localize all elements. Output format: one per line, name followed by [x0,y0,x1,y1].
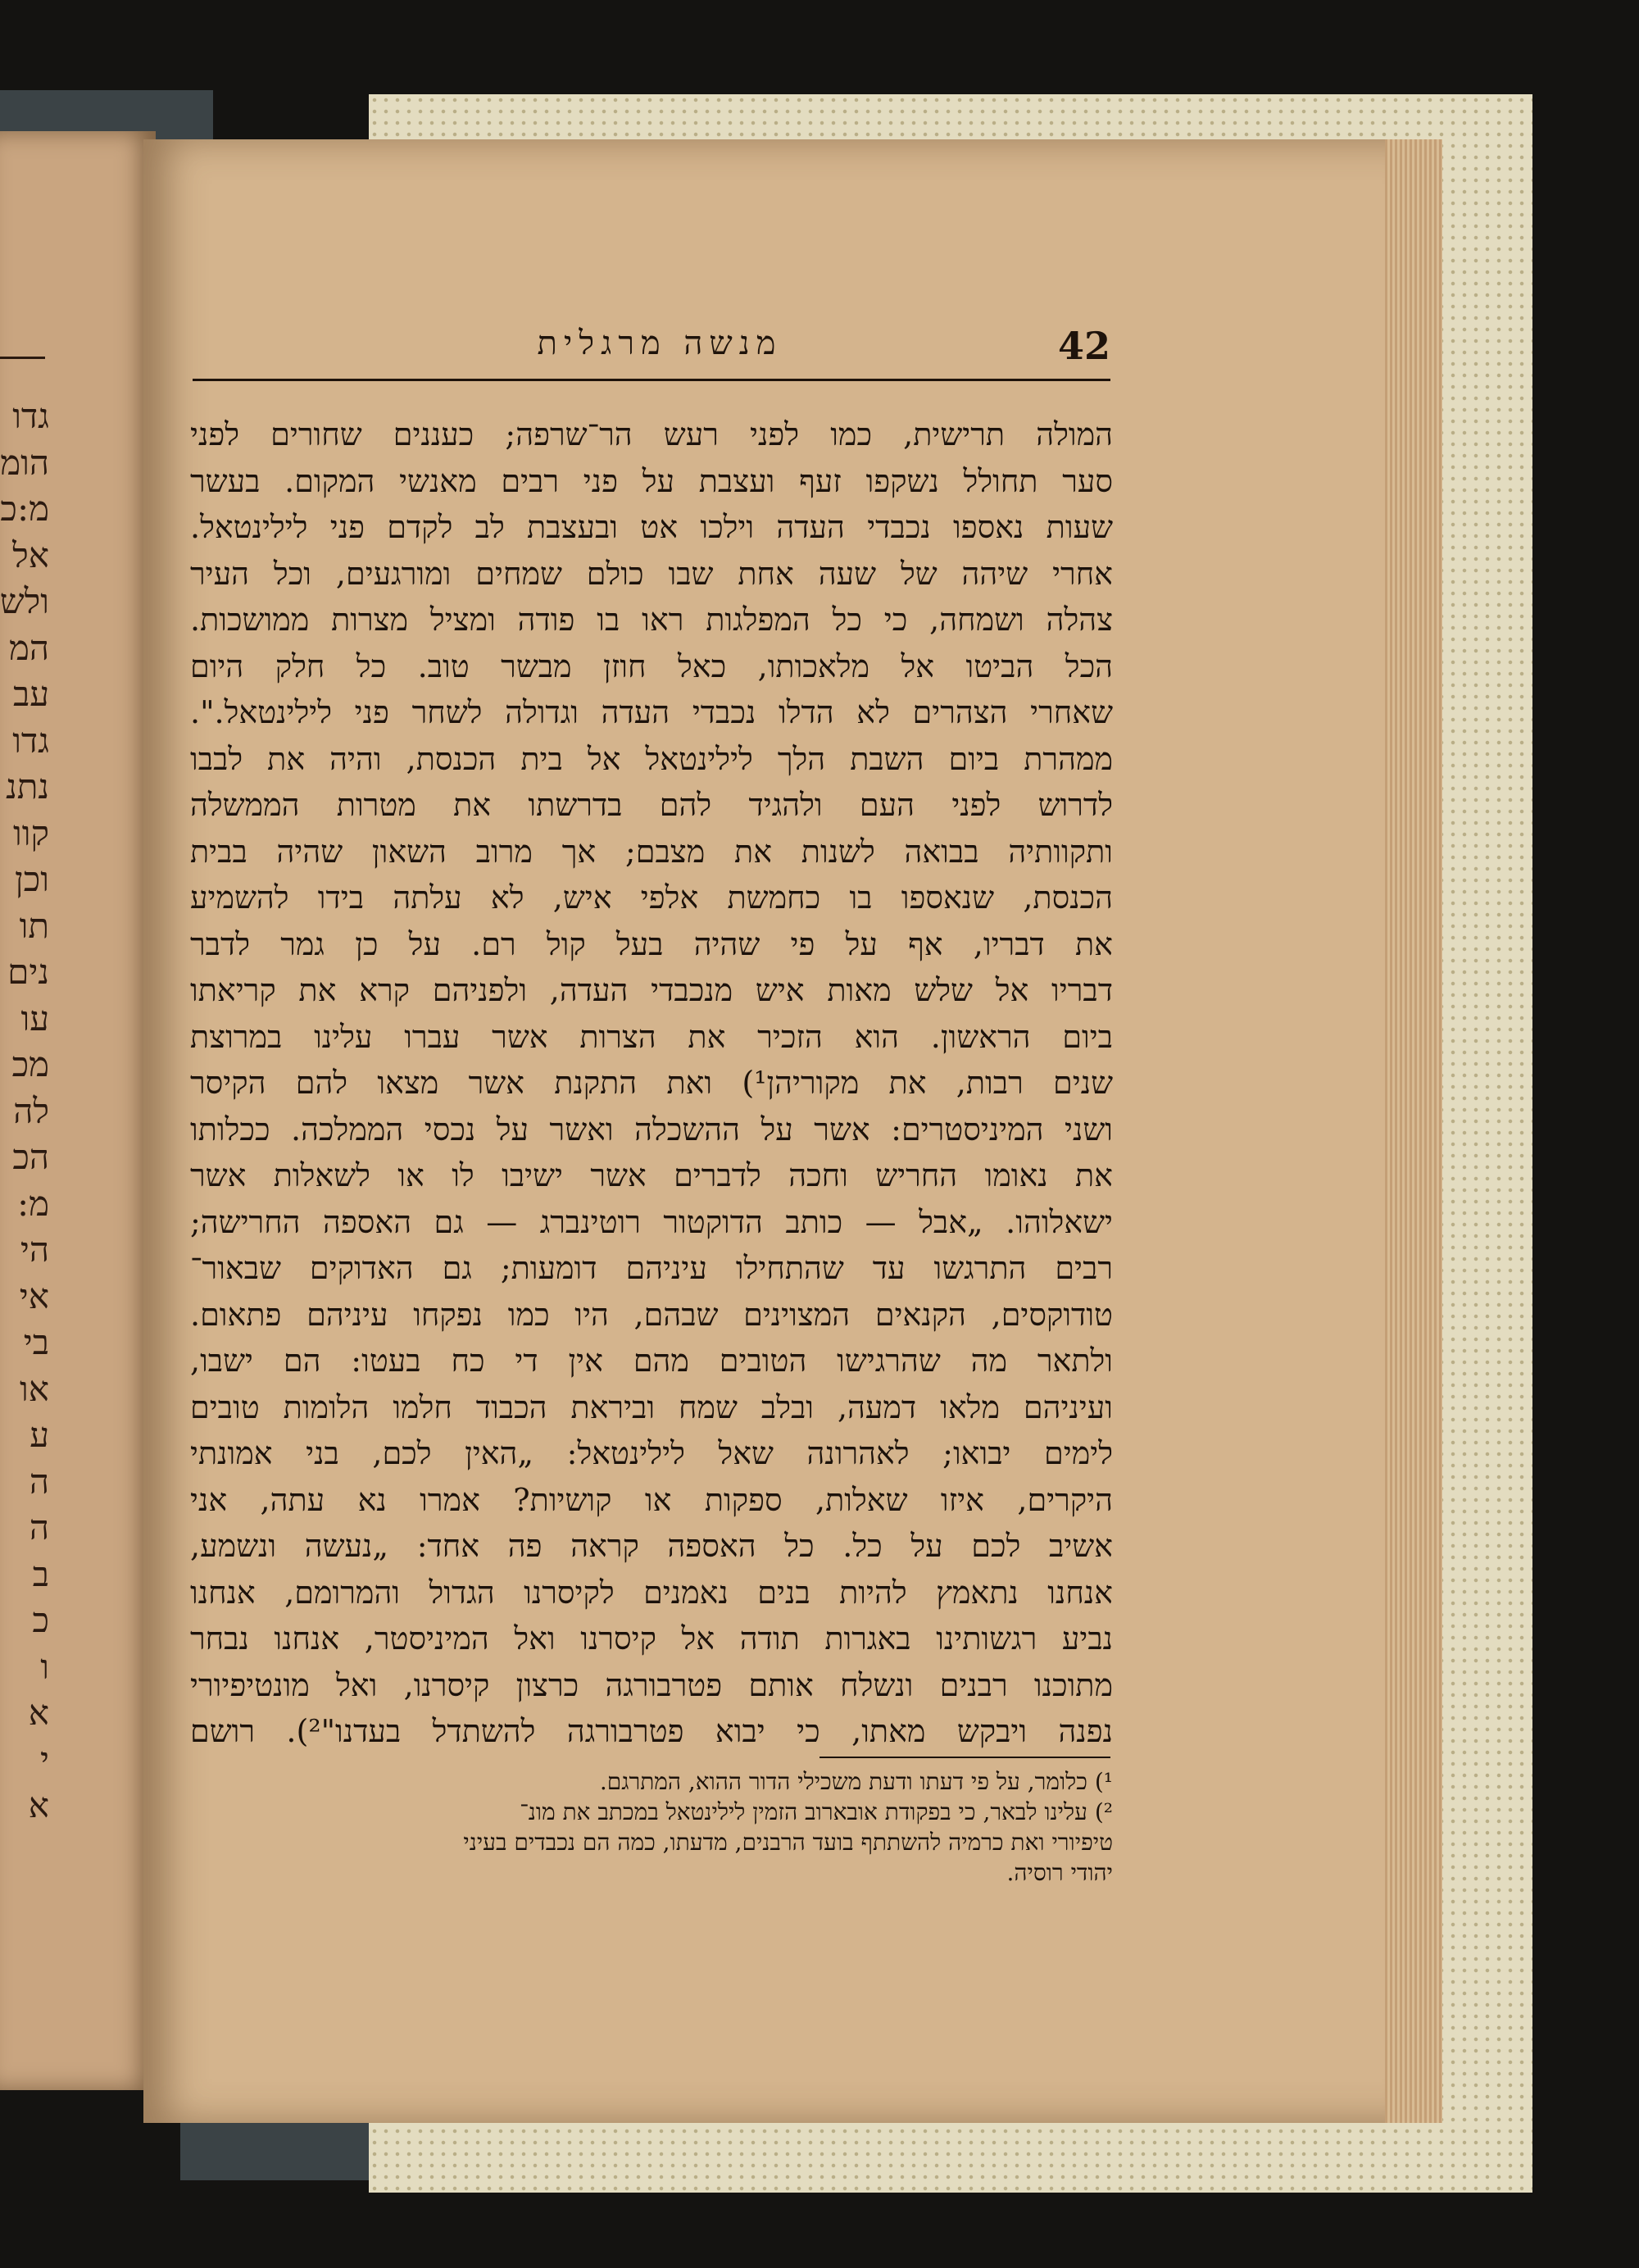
body-line: ותקוותיה בבואה לשנות את מצבם; אך מרוב השאון שהיה בבית [190,833,1113,870]
body-line: שעות נאספו נכבדי העדה וילכו אט ובעצבת לב לקדם פני לילינטאל. [190,509,1113,545]
body-line: סער תחולל נשקפו זעף ועצבת על פני רבים מאנשי המקום. בעשר [190,462,1113,499]
left-page-text-fragments [0,393,49,1829]
body-line: שאחרי הצהרים לא הדלו נכבדי העדה וגדולה לשחר פני לילינטאל.". [190,694,1113,730]
left-page-fragment: מ:כ [0,489,49,529]
body-line: נפנה ויבקש מאתו, כי יבוא פטרבורגה להשתדל בעדנו"²). רושם [190,1713,1113,1749]
body-line: הכל הביטו אל מלאכותו, כאל חוזן מבשר טוב. כל חלק היום [190,648,1113,684]
left-page-fragment: ע [30,1415,49,1455]
left-page-fragment: אי [19,1275,49,1316]
left-page-fragment: הכ [12,1137,49,1177]
left-page-fragment: א [28,1785,49,1825]
body-line: ביום הראשון. הוא הזכיר את הצרות אשר עברו עלינו במרוצת [190,1018,1113,1055]
page-header [193,324,1110,381]
body-line: ועיניהם מלאו דמעה, ובלב שמח וביראת הכבוד חלמו הלומות טובים [190,1389,1113,1425]
body-line: ושני המיניסטרים: אשר על ההשכלה ואשר על נכסי הממלכה. ככלותו [190,1111,1113,1148]
left-page-fragment: מ: [16,1183,49,1224]
body-line: היקרים, איזו שאלות, ספקות או קושיות? אמרו נא עתה, אני [190,1481,1113,1518]
left-page-fragment: נתנ [6,766,49,807]
left-page-fragment: אל [12,534,49,575]
left-page-fragment: מכ [11,1044,49,1084]
header-rule [193,379,1110,381]
left-page-fragment: וכן [15,859,49,899]
body-line: אחרי שיהה של שעה אחת שבו כולם שמחים ומורגעים, וכל העיר [190,555,1113,592]
footnote-line: יהודי רוסיה. [1006,1859,1113,1886]
body-line: צהלה ושמחה, כי כל המפלגות ראו בו פודה ומציל מצרות ממושכות. [190,602,1113,638]
running-title: מנשה מרגלית [537,325,783,362]
body-line: רבים התרגשו עד שהתחילו עיניהם דומעות; גם האדוקים שבאור־ [190,1250,1113,1286]
body-line: את דבריו, אף על פי שהיה בעל קול רם. על כן גמר לדבר [190,925,1113,962]
body-line: ישאלוהו. „אבל — כותב הדוקטור רוטינברג — גם האספה החרישה; [190,1203,1113,1240]
body-text [190,411,1113,1755]
body-line: נביע רגשותינו באגרות תודה אל קיסרנו ואל המיניסטר, אנחנו נבחר [190,1620,1113,1657]
left-page-fragment: הומ [0,442,49,483]
body-line: את נאומו החריש וחכה לדברים אשר ישיבו לו או לשאלות אשר [190,1157,1113,1193]
left-page-fragment: לה [13,1090,49,1131]
body-line: טודוקסים, הקנאים המצוינים שבהם, היו כמו נפקחו עיניהם פתאום. [190,1296,1113,1333]
footnote-line: ¹) כלומר, על פי דעתו ודעת משכילי הדור ההוא, המתרגם. [599,1768,1113,1795]
body-line: ולתאר מה שהרגישו הטובים מהם אין די כח בעטו: הם ישבו, [190,1343,1113,1379]
footnote-line: טיפיורי ואת כרמיה להשתתף בועד הרבנים, מדעתו, כמה הם נכבדים בעיני [463,1829,1113,1856]
body-line: דבריו אל שלש מאות איש מנכבדי העדה, ולפניהם קרא את קריאתו [190,972,1113,1008]
left-page-fragment: ה [29,1461,49,1502]
left-page-fragment: תו [19,905,49,946]
left-page-fragment: ה [29,1507,49,1548]
left-page-fragment: או [20,1368,49,1409]
body-line: הכנסת, שנאספו בו כחמשת אלפי איש, לא עלתה בידו להשמיע [190,879,1113,916]
left-page-fragment: ולש [0,581,49,621]
footnotes [190,1766,1113,1888]
left-page-fragment: הי [20,1229,49,1270]
body-line: מתוכנו רבנים ונשלח אותם פטרבורגה כרצון קיסרנו, ואל מונטיפיורי [190,1666,1113,1703]
left-page-fragment: י [39,1738,49,1779]
page-number: 42 [1057,324,1110,368]
left-page-fragment: ו [40,1646,49,1687]
body-line: המולה תרישית, כמו לפני רעש הר־שרפה; כעננים שחורים לפני [190,416,1113,452]
left-page-fragment: עו [20,998,49,1039]
footnote-rule [820,1757,1110,1758]
left-page-fragment: המ [8,627,49,668]
body-line: ממהרת ביום השבת הלך לילינטאל אל בית הכנסת, והיה את לבבו [190,740,1113,777]
body-line: אשיב לכם על כל. כל האספה קראה פה אחד: „נעשה ונשמע, [190,1528,1113,1564]
body-line: לימים יבואו; לאהרונה שאל לילינטאל: „האין לכם, בני אמונתי [190,1435,1113,1471]
left-page-fragment: גדו [12,396,49,436]
page-edges [1385,139,1442,2123]
left-page-fragment: בי [23,1322,49,1362]
left-page-fragment: גדו [12,720,49,761]
left-page-fragment: כ [32,1600,49,1640]
left-page-fragment: א [28,1693,49,1733]
body-line: שנים רבות, את מקוריהן¹) ואת התקנת אשר מצאו להם הקיסר [190,1065,1113,1101]
left-page-rule [0,357,45,359]
body-line: אנחנו נתאמץ להיות בנים נאמנים לקיסרנו הגדול והמרומם, אנחנו [190,1574,1113,1611]
left-page-fragment: עב [12,674,49,714]
footnote-line: ²) עלינו לבאר, כי בפקודת אובארוב הזמין לילינטאל במכתב את מונ־ [520,1798,1113,1825]
body-line: לדרוש לפני העם ולהגיד להם בדרשתו את מטרות הממשלה [190,787,1113,823]
left-page-fragment: ב [32,1553,49,1594]
left-page-fragment: קוו [13,812,49,853]
left-page-fragment: נים [7,952,49,992]
